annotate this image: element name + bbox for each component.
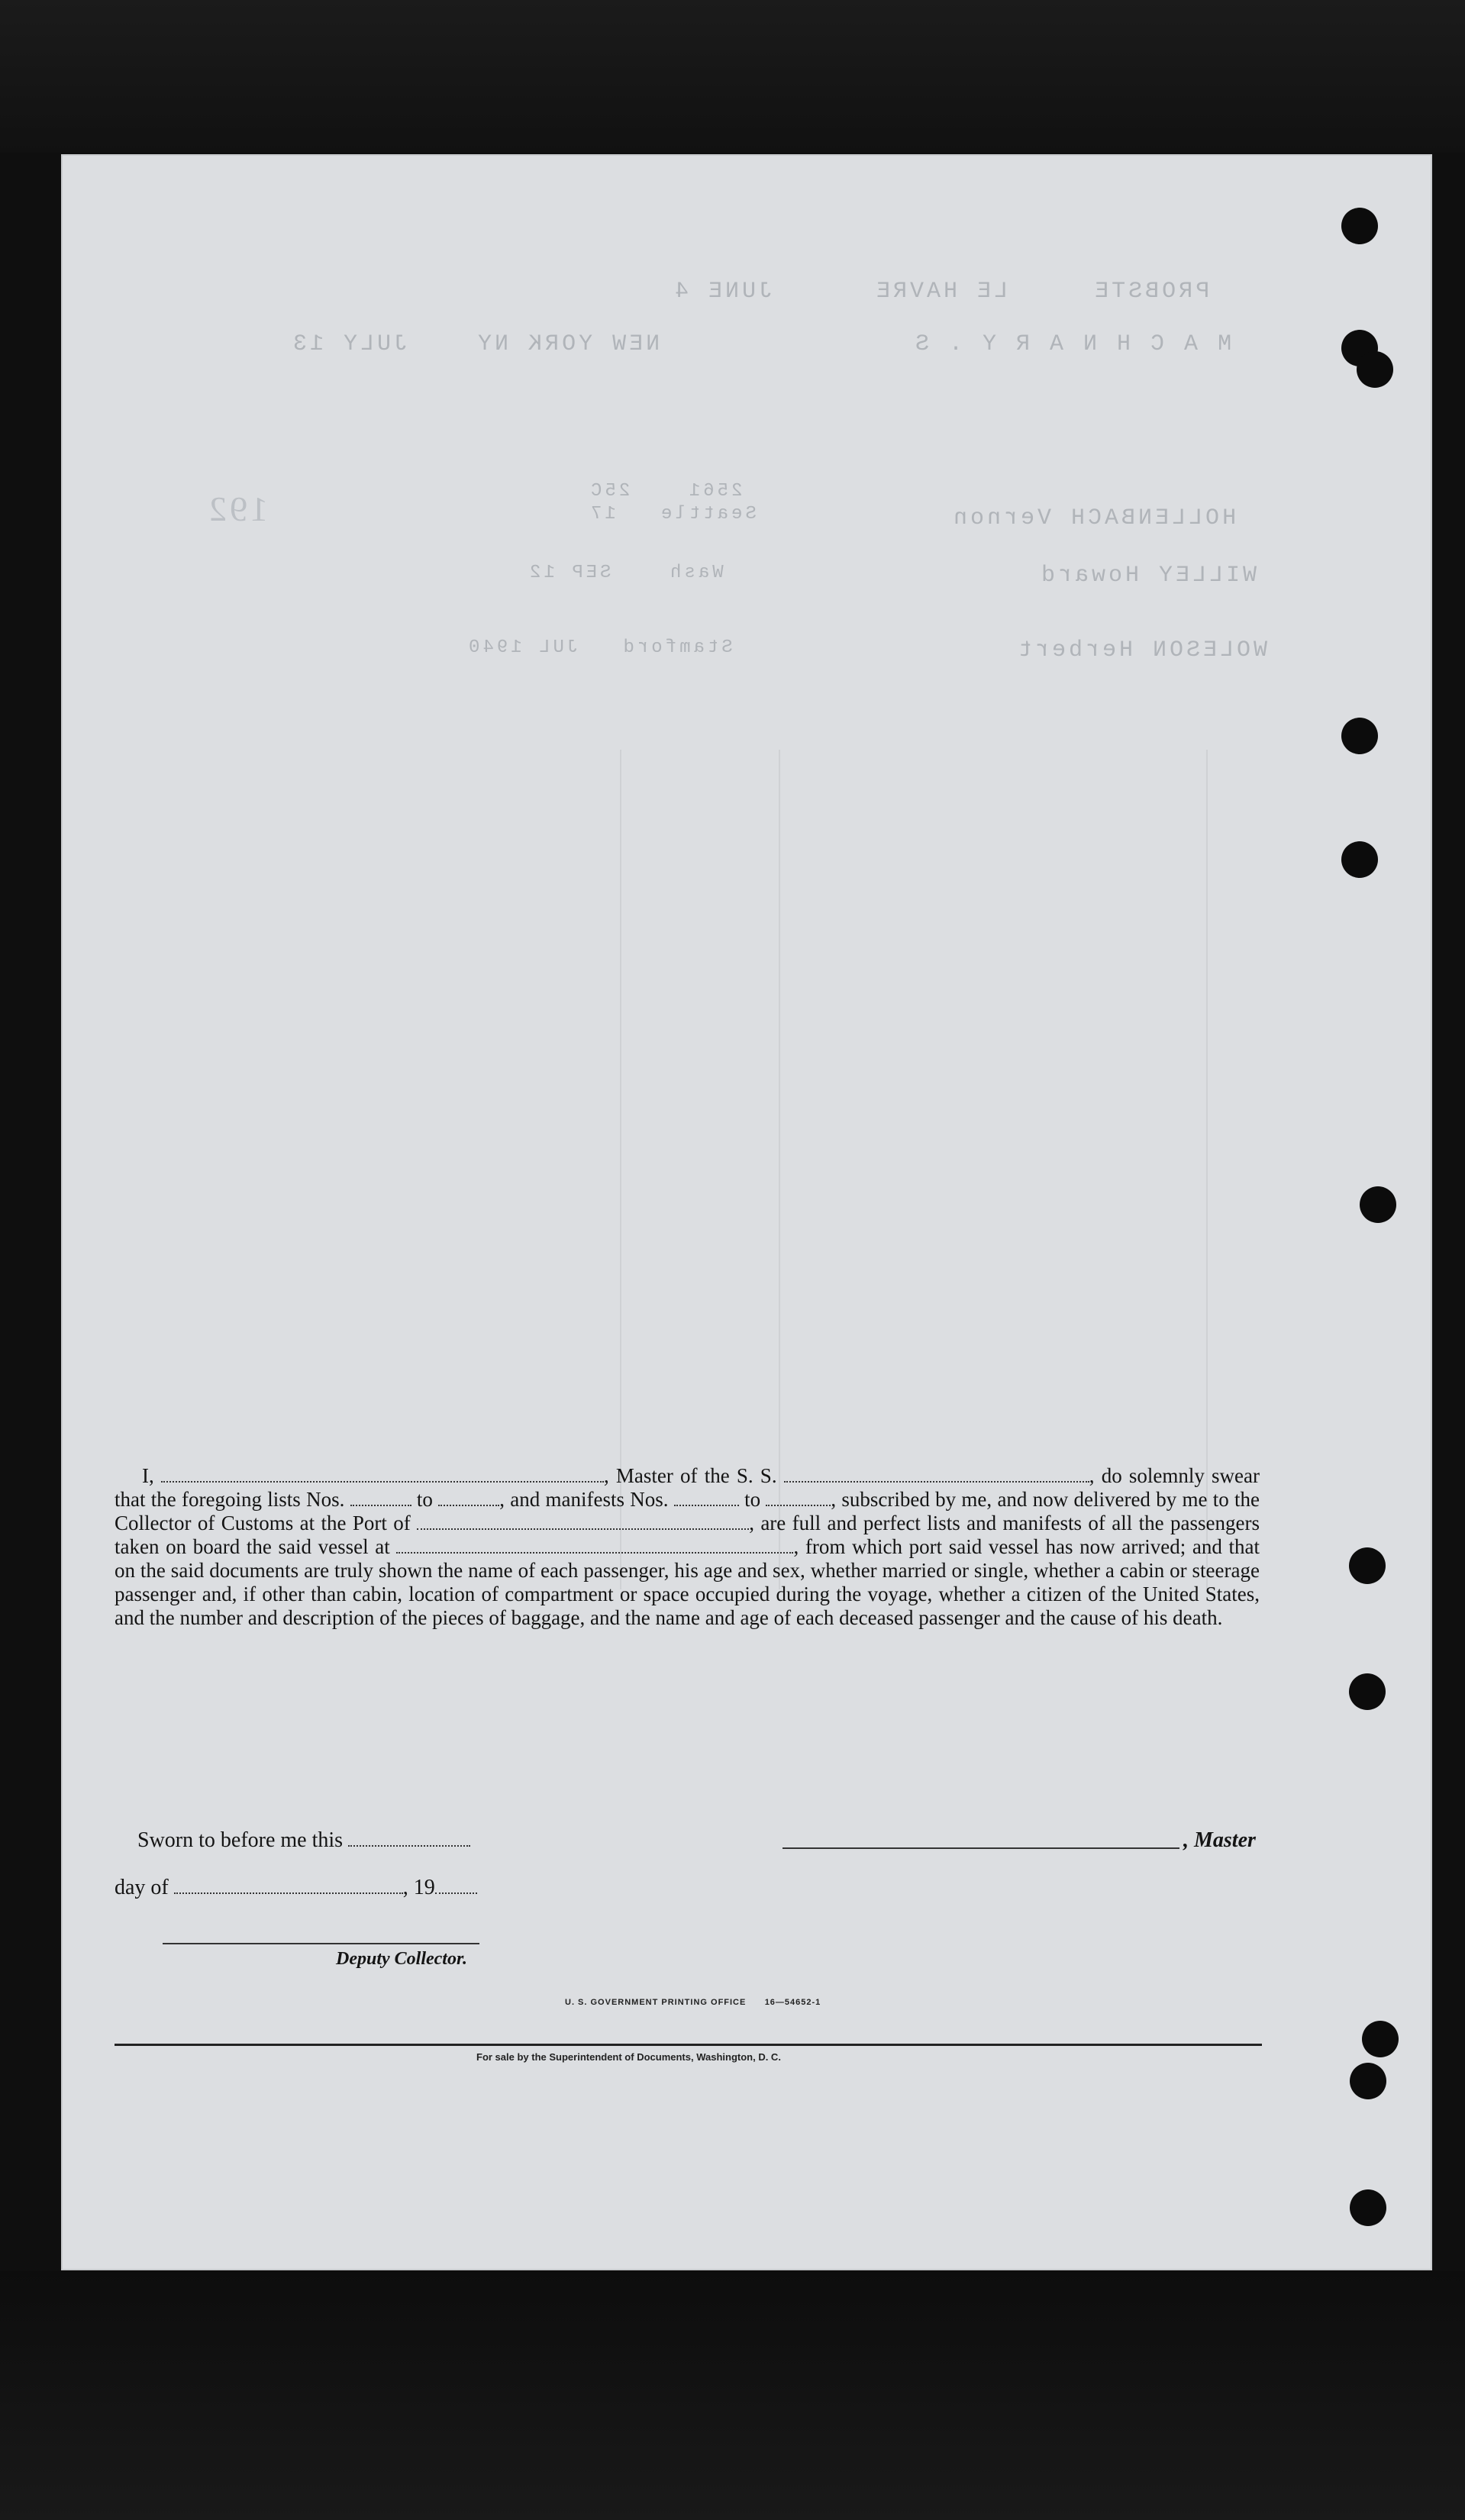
sworn-label: Sworn to before me this <box>137 1828 344 1852</box>
punch-hole <box>1349 1673 1386 1710</box>
punch-hole <box>1350 2063 1386 2099</box>
punch-hole <box>1341 208 1378 244</box>
declaration-text: , do solemnly swear that the foregoing lists Nos. <box>115 1464 1260 1511</box>
scan-frame-top <box>0 0 1465 153</box>
printing-office-imprint <box>565 1998 821 2007</box>
bleed-through-text: WILLEY Howard <box>1038 563 1257 589</box>
year-label: , 19 <box>402 1876 435 1899</box>
faint-column-rule <box>1206 750 1208 1589</box>
faint-column-rule <box>779 750 780 1589</box>
punch-hole <box>1341 718 1378 754</box>
punch-hole <box>1360 1186 1396 1223</box>
day-of-label: day of <box>115 1876 169 1899</box>
declaration-text: , are full and perfect lists and manifests of all the passengers taken on board the said vessel at <box>115 1512 1260 1558</box>
punch-hole <box>1350 2189 1386 2226</box>
manifest-to-blank <box>766 1491 831 1506</box>
declaration-text: to <box>744 1488 761 1511</box>
form-number: 16—54652-1 <box>764 1998 821 2007</box>
deputy-collector-label: Deputy Collector. <box>336 1949 467 1969</box>
port-of-departure-blank <box>396 1538 793 1554</box>
gpo-label: U. S. GOVERNMENT PRINTING OFFICE <box>565 1998 747 2007</box>
ship-name-blank <box>784 1467 1089 1483</box>
master-label: , Master <box>1183 1828 1256 1852</box>
day-row <box>115 1876 477 1900</box>
scan-frame-bottom <box>0 2271 1465 2520</box>
bleed-through-text: M A C H N A R Y . S <box>912 331 1232 357</box>
bleed-through-text: NEW YORK NY JULY 13 <box>290 331 660 357</box>
master-signature-line <box>783 1847 1179 1849</box>
for-sale-notice: For sale by the Superintendent of Documents, Washington, D. C. <box>476 2051 781 2063</box>
punch-hole <box>1349 1547 1386 1584</box>
declaration-text: , Master of the S. S. <box>603 1464 777 1487</box>
bleed-through-text: HOLLENBACH Vernon <box>950 505 1237 531</box>
punch-hole <box>1341 841 1378 878</box>
port-of-arrival-blank <box>417 1515 749 1530</box>
bleed-through-text: Wash SEP 12 <box>527 563 724 583</box>
punch-hole <box>1357 351 1393 388</box>
year-blank <box>435 1879 477 1894</box>
month-blank <box>174 1879 403 1894</box>
master-name-blank <box>161 1467 604 1483</box>
list-from-blank <box>350 1491 411 1506</box>
bleed-through-number: 192 <box>206 489 268 528</box>
punch-hole <box>1362 2021 1399 2057</box>
declaration-text: to <box>416 1488 433 1511</box>
manifest-page <box>61 154 1432 2270</box>
footer-rule <box>115 2044 1262 2046</box>
faint-column-rule <box>620 750 621 1589</box>
declaration-text: I, <box>142 1464 154 1487</box>
bleed-through-text: WOLESON Herbert <box>1015 637 1268 663</box>
declaration-text: , subscribed by me, and now delivered by me to the Collector of Customs at the Port of <box>115 1488 1260 1534</box>
manifest-from-blank <box>674 1491 739 1506</box>
bleed-through-text: 2561 25C <box>588 481 743 502</box>
declaration-text: , and manifests Nos. <box>499 1488 669 1511</box>
bleed-through-text: Seattle 17 <box>588 504 757 524</box>
bleed-through-text: Stamford JUL 1940 <box>466 637 733 658</box>
list-to-blank <box>438 1491 499 1506</box>
sworn-row <box>137 1828 470 1853</box>
deputy-signature-line <box>163 1943 479 1944</box>
sworn-day-blank <box>348 1831 470 1847</box>
master-declaration <box>115 1464 1260 1630</box>
bleed-through-text: PROBSTE LE HAVRE JUNE 4 <box>672 279 1210 305</box>
declaration-text: , from which port said vessel has now arrived; and that on the said documents are truly shown the name of each passenger, his age and sex, whether married or single, whether a cabin or steerage passenger and, if other than cabin, location of compartment or space occupied during the voyage, whether a citizen of the United States, and the number and description of the pieces of baggage, and the name and age of each deceased passenger and the cause of his death. <box>115 1535 1260 1629</box>
